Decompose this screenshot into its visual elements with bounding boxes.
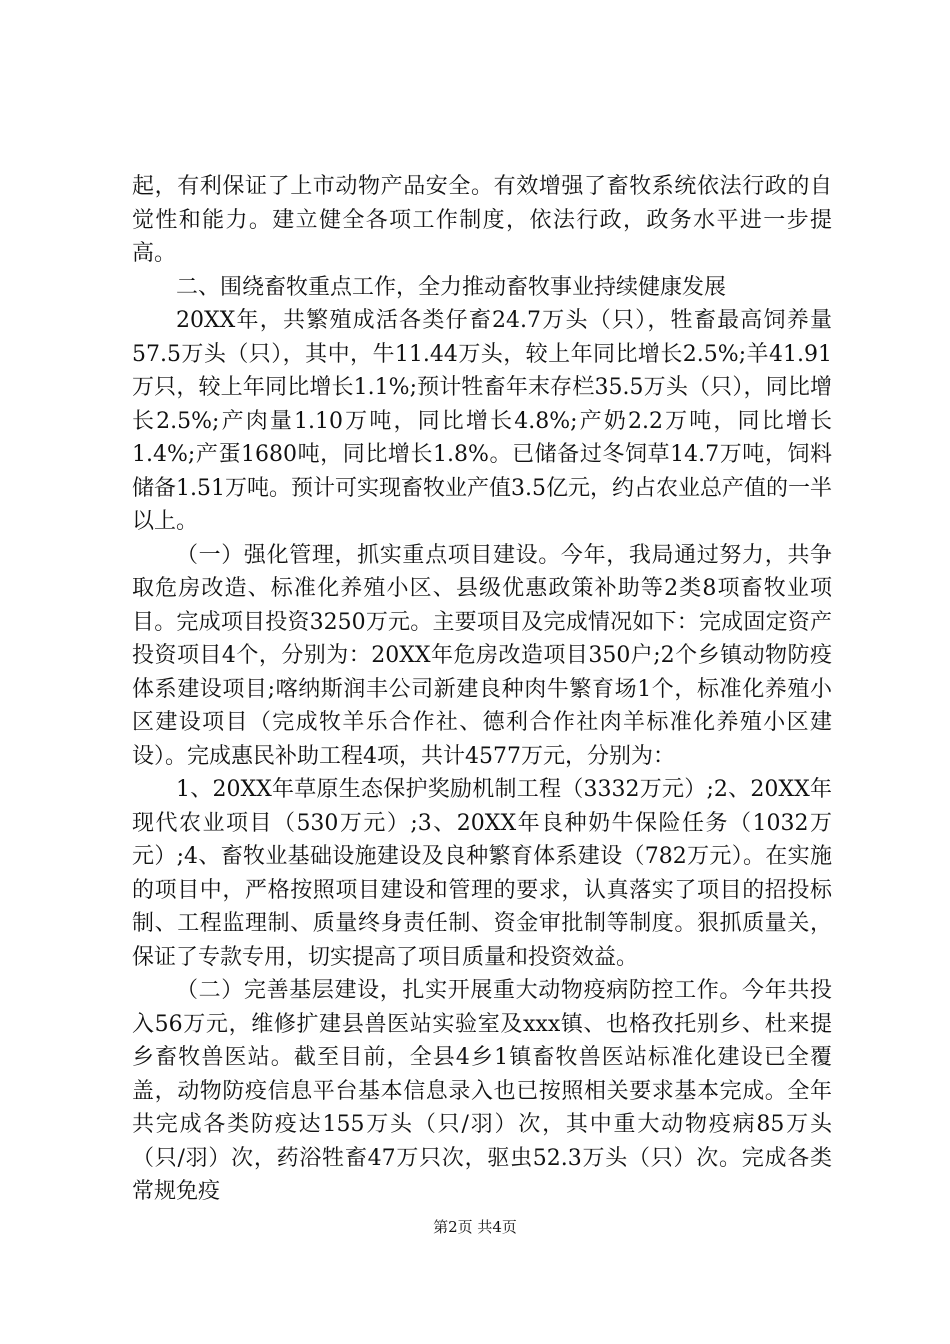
paragraph-project-list: 1、20XX年草原生态保护奖励机制工程（3332万元）;2、20XX年现代农业项目（530万元）;3、20XX年良种奶牛保险任务（1032万元）;4、畜牧业基础设施建设及良种繁育体系建设（782万元）。在实施的项目中，严格按照项目建设和管理的要求，认真落实了项目的招投标制、工程监理制、质量终身责任制、资金审批制等制度。狠抓质量关，保证了专款专用，切实提高了项目质量和投资效益。 <box>132 777 832 970</box>
page-footer: 第2页 共4页 <box>433 1218 517 1236</box>
paragraph-statistics: 20XX年，共繁殖成活各类仔畜24.7万头（只），牲畜最高饲养量57.5万头（只），其中，牛11.44万头，较上年同比增长2.5%;羊41.91万只，较上年同比增长1.1%;预计牲畜年末存栏35.5万头（只），同比增长2.5%;产肉量1.10万吨，同比增长4.8%;产奶2.2万吨，同比增长1.4%;产蛋1680吨，同比增长1.8%。已储备过冬饲草14.7万吨，饲料储备1.51万吨。预计可实现畜牧业产值3.5亿元，约占农业总产值的一半以上。 <box>132 308 832 534</box>
paragraph-project-construction: （一）强化管理，抓实重点项目建设。今年，我局通过努力，共争取危房改造、标准化养殖小区、县级优惠政策补助等2类8项畜牧业项目。完成项目投资3250万元。主要项目及完成情况如下：完成固定资产投资项目4个，分别为：20XX年危房改造项目350户;2个乡镇动物防疫体系建设项目;喀纳斯润丰公司新建良种肉牛繁育场1个，标准化养殖小区建设项目（完成牧羊乐合作社、德利合作社肉羊标准化养殖小区建设）。完成惠民补助工程4项，共计4577万元，分别为： <box>132 542 832 769</box>
body-text <box>132 170 832 1209</box>
paragraph-continuation: 起，有利保证了上市动物产品安全。有效增强了畜牧系统依法行政的自觉性和能力。建立健全各项工作制度，依法行政，政务水平进一步提高。 <box>132 174 832 266</box>
paragraph-disease-control: （二）完善基层建设，扎实开展重大动物疫病防控工作。今年共投入56万元，维修扩建县兽医站实验室及xxx镇、也格孜托别乡、杜来提乡畜牧兽医站。截至目前，全县4乡1镇畜牧兽医站标准化建设已全覆盖，动物防疫信息平台基本信息录入也已按照相关要求基本完成。全年共完成各类防疫达155万头（只/羽）次，其中重大动物疫病85万头（只/羽）次，药浴牲畜47万只次，驱虫52.3万头（只）次。完成各类常规免疫 <box>132 978 832 1204</box>
section-heading: 二、围绕畜牧重点工作，全力推动畜牧事业持续健康发展 <box>176 274 727 300</box>
